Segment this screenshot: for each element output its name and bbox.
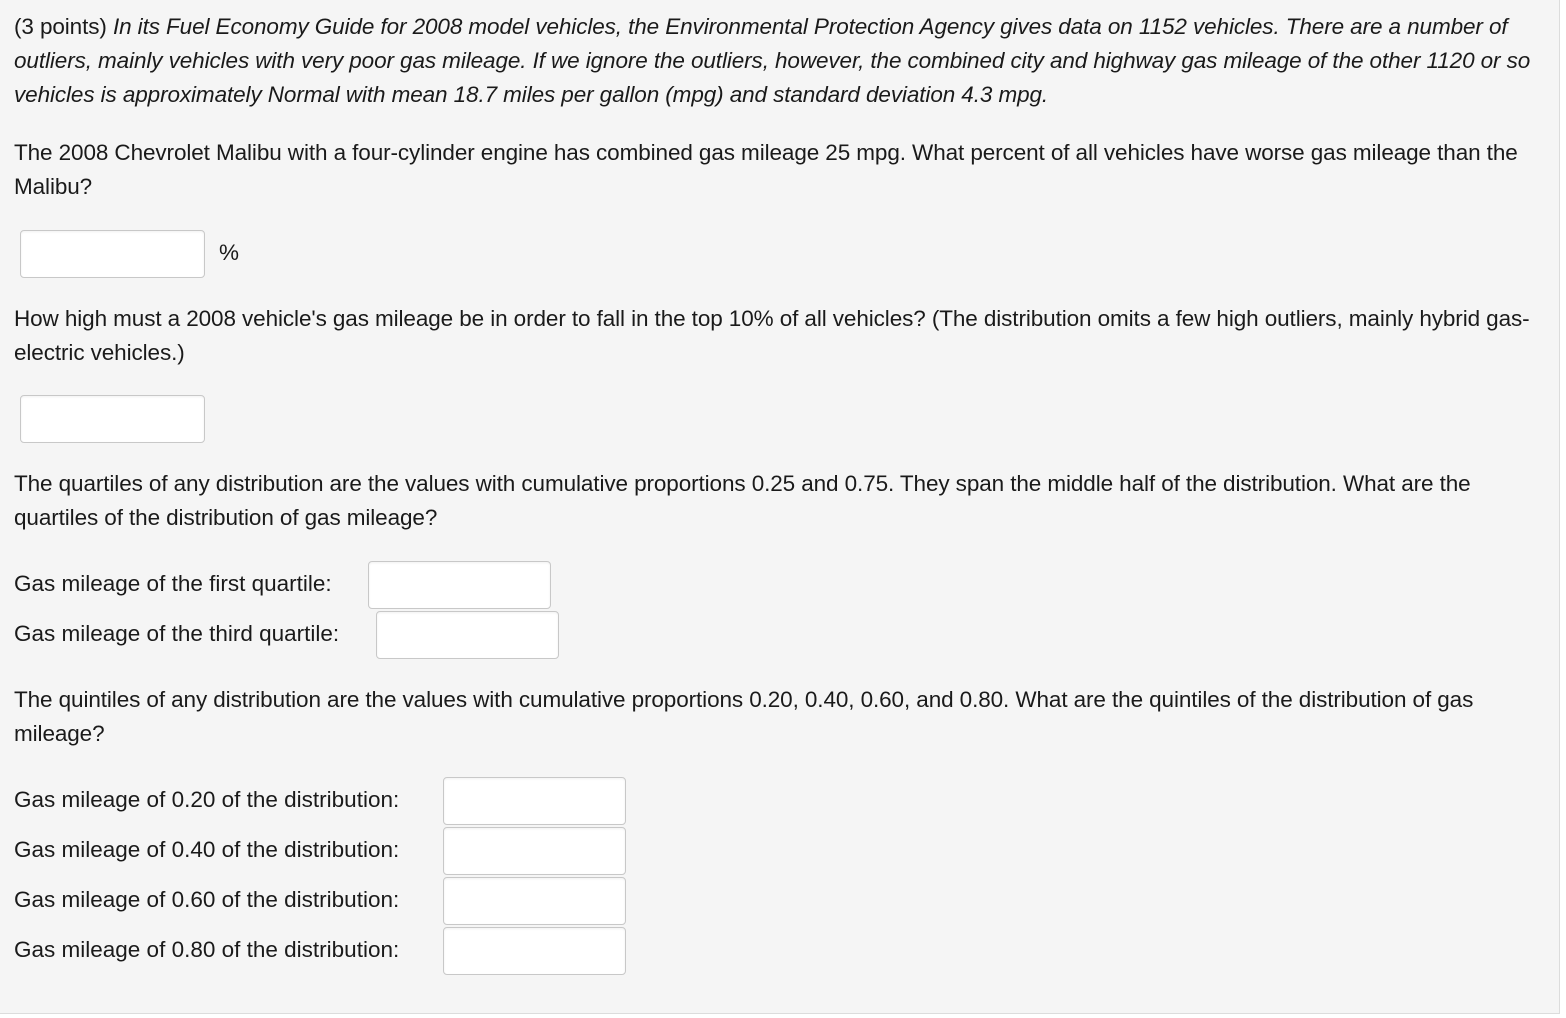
- quintile-040-input[interactable]: [443, 827, 626, 875]
- quintile-080-label: Gas mileage of 0.80 of the distribution:: [14, 937, 400, 962]
- percent-unit-label: %: [219, 240, 240, 265]
- third-quartile-label: Gas mileage of the third quartile:: [14, 621, 340, 646]
- intro-text: In its Fuel Economy Guide for 2008 model vehicles, the Environmental Protection Agency gives data on 1152 vehicles. There are a number of outliers, mainly vehicles with very poor gas mileage. If we ignore the outliers, however, the combined city and highway gas mileage of the other 1120 or so vehicles is approximately Normal with mean 18.7 miles per gallon (mpg) and standard deviation 4.3 mpg.: [14, 14, 1531, 107]
- quintile-020-input[interactable]: [443, 777, 626, 825]
- question-quartiles: The quartiles of any distribution are the values with cumulative proportions 0.25 and 0.75. They span the middle half of the distribution. What are the quartiles of the distribution of gas mileage?: [14, 471, 1471, 530]
- quintile-080-input[interactable]: [443, 927, 626, 975]
- quintile-040-label: Gas mileage of 0.40 of the distribution:: [14, 837, 400, 862]
- quintile-060-label: Gas mileage of 0.60 of the distribution:: [14, 887, 400, 912]
- question-percent-worse: The 2008 Chevrolet Malibu with a four-cylinder engine has combined gas mileage 25 mpg. What percent of all vehicles have worse gas mileage than the Malibu?: [14, 140, 1518, 199]
- first-quartile-label: Gas mileage of the first quartile:: [14, 571, 332, 596]
- points-label: (3 points): [14, 14, 107, 39]
- question-top-ten-percent: How high must a 2008 vehicle's gas mileage be in order to fall in the top 10% of all vehicles? (The distribution omits a few high outliers, mainly hybrid gas-electric vehicles.): [14, 306, 1530, 365]
- percent-worse-input[interactable]: [20, 230, 205, 278]
- quintile-020-label: Gas mileage of 0.20 of the distribution:: [14, 787, 400, 812]
- top-ten-percent-input[interactable]: [20, 395, 205, 443]
- third-quartile-input[interactable]: [376, 611, 559, 659]
- quintile-060-input[interactable]: [443, 877, 626, 925]
- intro-paragraph: [14, 10, 1549, 112]
- question-quintiles: The quintiles of any distribution are the values with cumulative proportions 0.20, 0.40, 0.60, and 0.80. What are the quintiles of the distribution of gas mileage?: [14, 687, 1474, 746]
- first-quartile-input[interactable]: [368, 561, 551, 609]
